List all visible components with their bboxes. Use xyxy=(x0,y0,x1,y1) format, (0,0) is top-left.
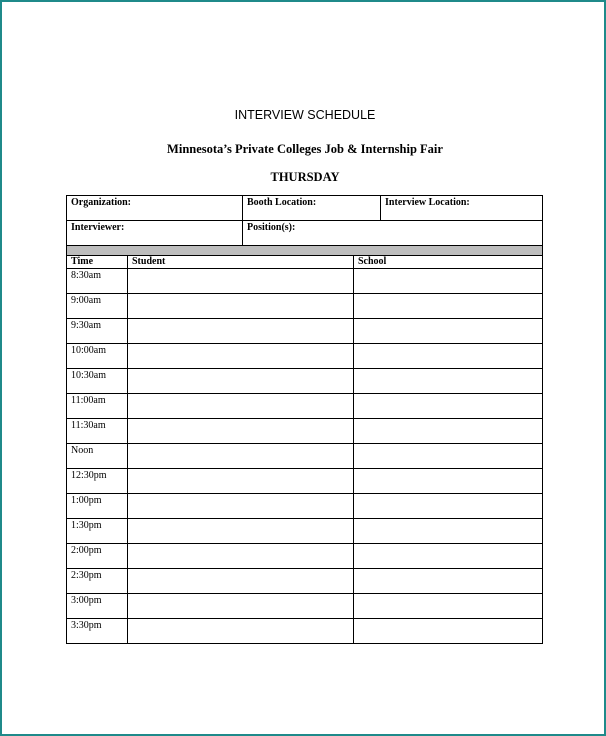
school-cell[interactable] xyxy=(354,544,543,569)
school-cell[interactable] xyxy=(354,369,543,394)
time-slot-row xyxy=(67,444,543,469)
time-slot-row xyxy=(67,494,543,519)
school-cell[interactable] xyxy=(354,519,543,544)
interview-location-field[interactable]: Interview Location: xyxy=(381,196,543,221)
student-cell[interactable] xyxy=(128,419,354,444)
time-cell: 8:30am xyxy=(67,269,128,294)
time-slot-row xyxy=(67,344,543,369)
time-cell: 12:30pm xyxy=(67,469,128,494)
time-slot-row xyxy=(67,394,543,419)
event-title: Minnesota’s Private Colleges Job & Internship Fair xyxy=(167,142,443,156)
time-cell: 9:00am xyxy=(67,294,128,319)
time-slot-row xyxy=(67,594,543,619)
time-cell: 1:00pm xyxy=(67,494,128,519)
school-cell[interactable] xyxy=(354,269,543,294)
time-cell: 10:30am xyxy=(67,369,128,394)
student-cell[interactable] xyxy=(128,344,354,369)
time-slot-row xyxy=(67,369,543,394)
column-header-row xyxy=(67,256,543,269)
student-cell[interactable] xyxy=(128,369,354,394)
time-slot-row xyxy=(67,469,543,494)
time-slot-row xyxy=(67,619,543,644)
column-header-student: Student xyxy=(128,256,354,269)
day-title: THURSDAY xyxy=(270,170,340,184)
time-slot-row xyxy=(67,294,543,319)
time-cell: 2:30pm xyxy=(67,569,128,594)
student-cell[interactable] xyxy=(128,519,354,544)
school-cell[interactable] xyxy=(354,394,543,419)
school-cell[interactable] xyxy=(354,294,543,319)
student-cell[interactable] xyxy=(128,544,354,569)
time-cell: 11:00am xyxy=(67,394,128,419)
time-slot-row xyxy=(67,519,543,544)
column-header-time: Time xyxy=(67,256,128,269)
separator-bar xyxy=(67,246,543,256)
student-cell[interactable] xyxy=(128,294,354,319)
time-slot-row xyxy=(67,269,543,294)
student-cell[interactable] xyxy=(128,494,354,519)
time-cell: 11:30am xyxy=(67,419,128,444)
column-header-school: School xyxy=(354,256,543,269)
time-slot-row xyxy=(67,319,543,344)
school-cell[interactable] xyxy=(354,444,543,469)
time-slot-row xyxy=(67,544,543,569)
separator-cell xyxy=(67,246,543,256)
school-cell[interactable] xyxy=(354,594,543,619)
positions-field[interactable]: Position(s): xyxy=(243,221,543,246)
time-cell: 1:30pm xyxy=(67,519,128,544)
school-cell[interactable] xyxy=(354,419,543,444)
time-slot-row xyxy=(67,419,543,444)
time-cell: 3:00pm xyxy=(67,594,128,619)
schedule-table xyxy=(66,195,543,644)
school-cell[interactable] xyxy=(354,619,543,644)
student-cell[interactable] xyxy=(128,569,354,594)
booth-location-field[interactable]: Booth Location: xyxy=(243,196,381,221)
time-cell: 10:00am xyxy=(67,344,128,369)
time-slot-row xyxy=(67,569,543,594)
student-cell[interactable] xyxy=(128,444,354,469)
school-cell[interactable] xyxy=(354,469,543,494)
student-cell[interactable] xyxy=(128,394,354,419)
time-cell: 2:00pm xyxy=(67,544,128,569)
student-cell[interactable] xyxy=(128,594,354,619)
header-row-2 xyxy=(67,221,543,246)
time-cell: Noon xyxy=(67,444,128,469)
time-cell: 9:30am xyxy=(67,319,128,344)
school-cell[interactable] xyxy=(354,494,543,519)
student-cell[interactable] xyxy=(128,619,354,644)
school-cell[interactable] xyxy=(354,569,543,594)
student-cell[interactable] xyxy=(128,469,354,494)
school-cell[interactable] xyxy=(354,319,543,344)
school-cell[interactable] xyxy=(354,344,543,369)
student-cell[interactable] xyxy=(128,319,354,344)
header-row-1 xyxy=(67,196,543,221)
document-heading: INTERVIEW SCHEDULE xyxy=(234,108,376,122)
organization-field[interactable]: Organization: xyxy=(67,196,243,221)
student-cell[interactable] xyxy=(128,269,354,294)
interviewer-field[interactable]: Interviewer: xyxy=(67,221,243,246)
time-cell: 3:30pm xyxy=(67,619,128,644)
